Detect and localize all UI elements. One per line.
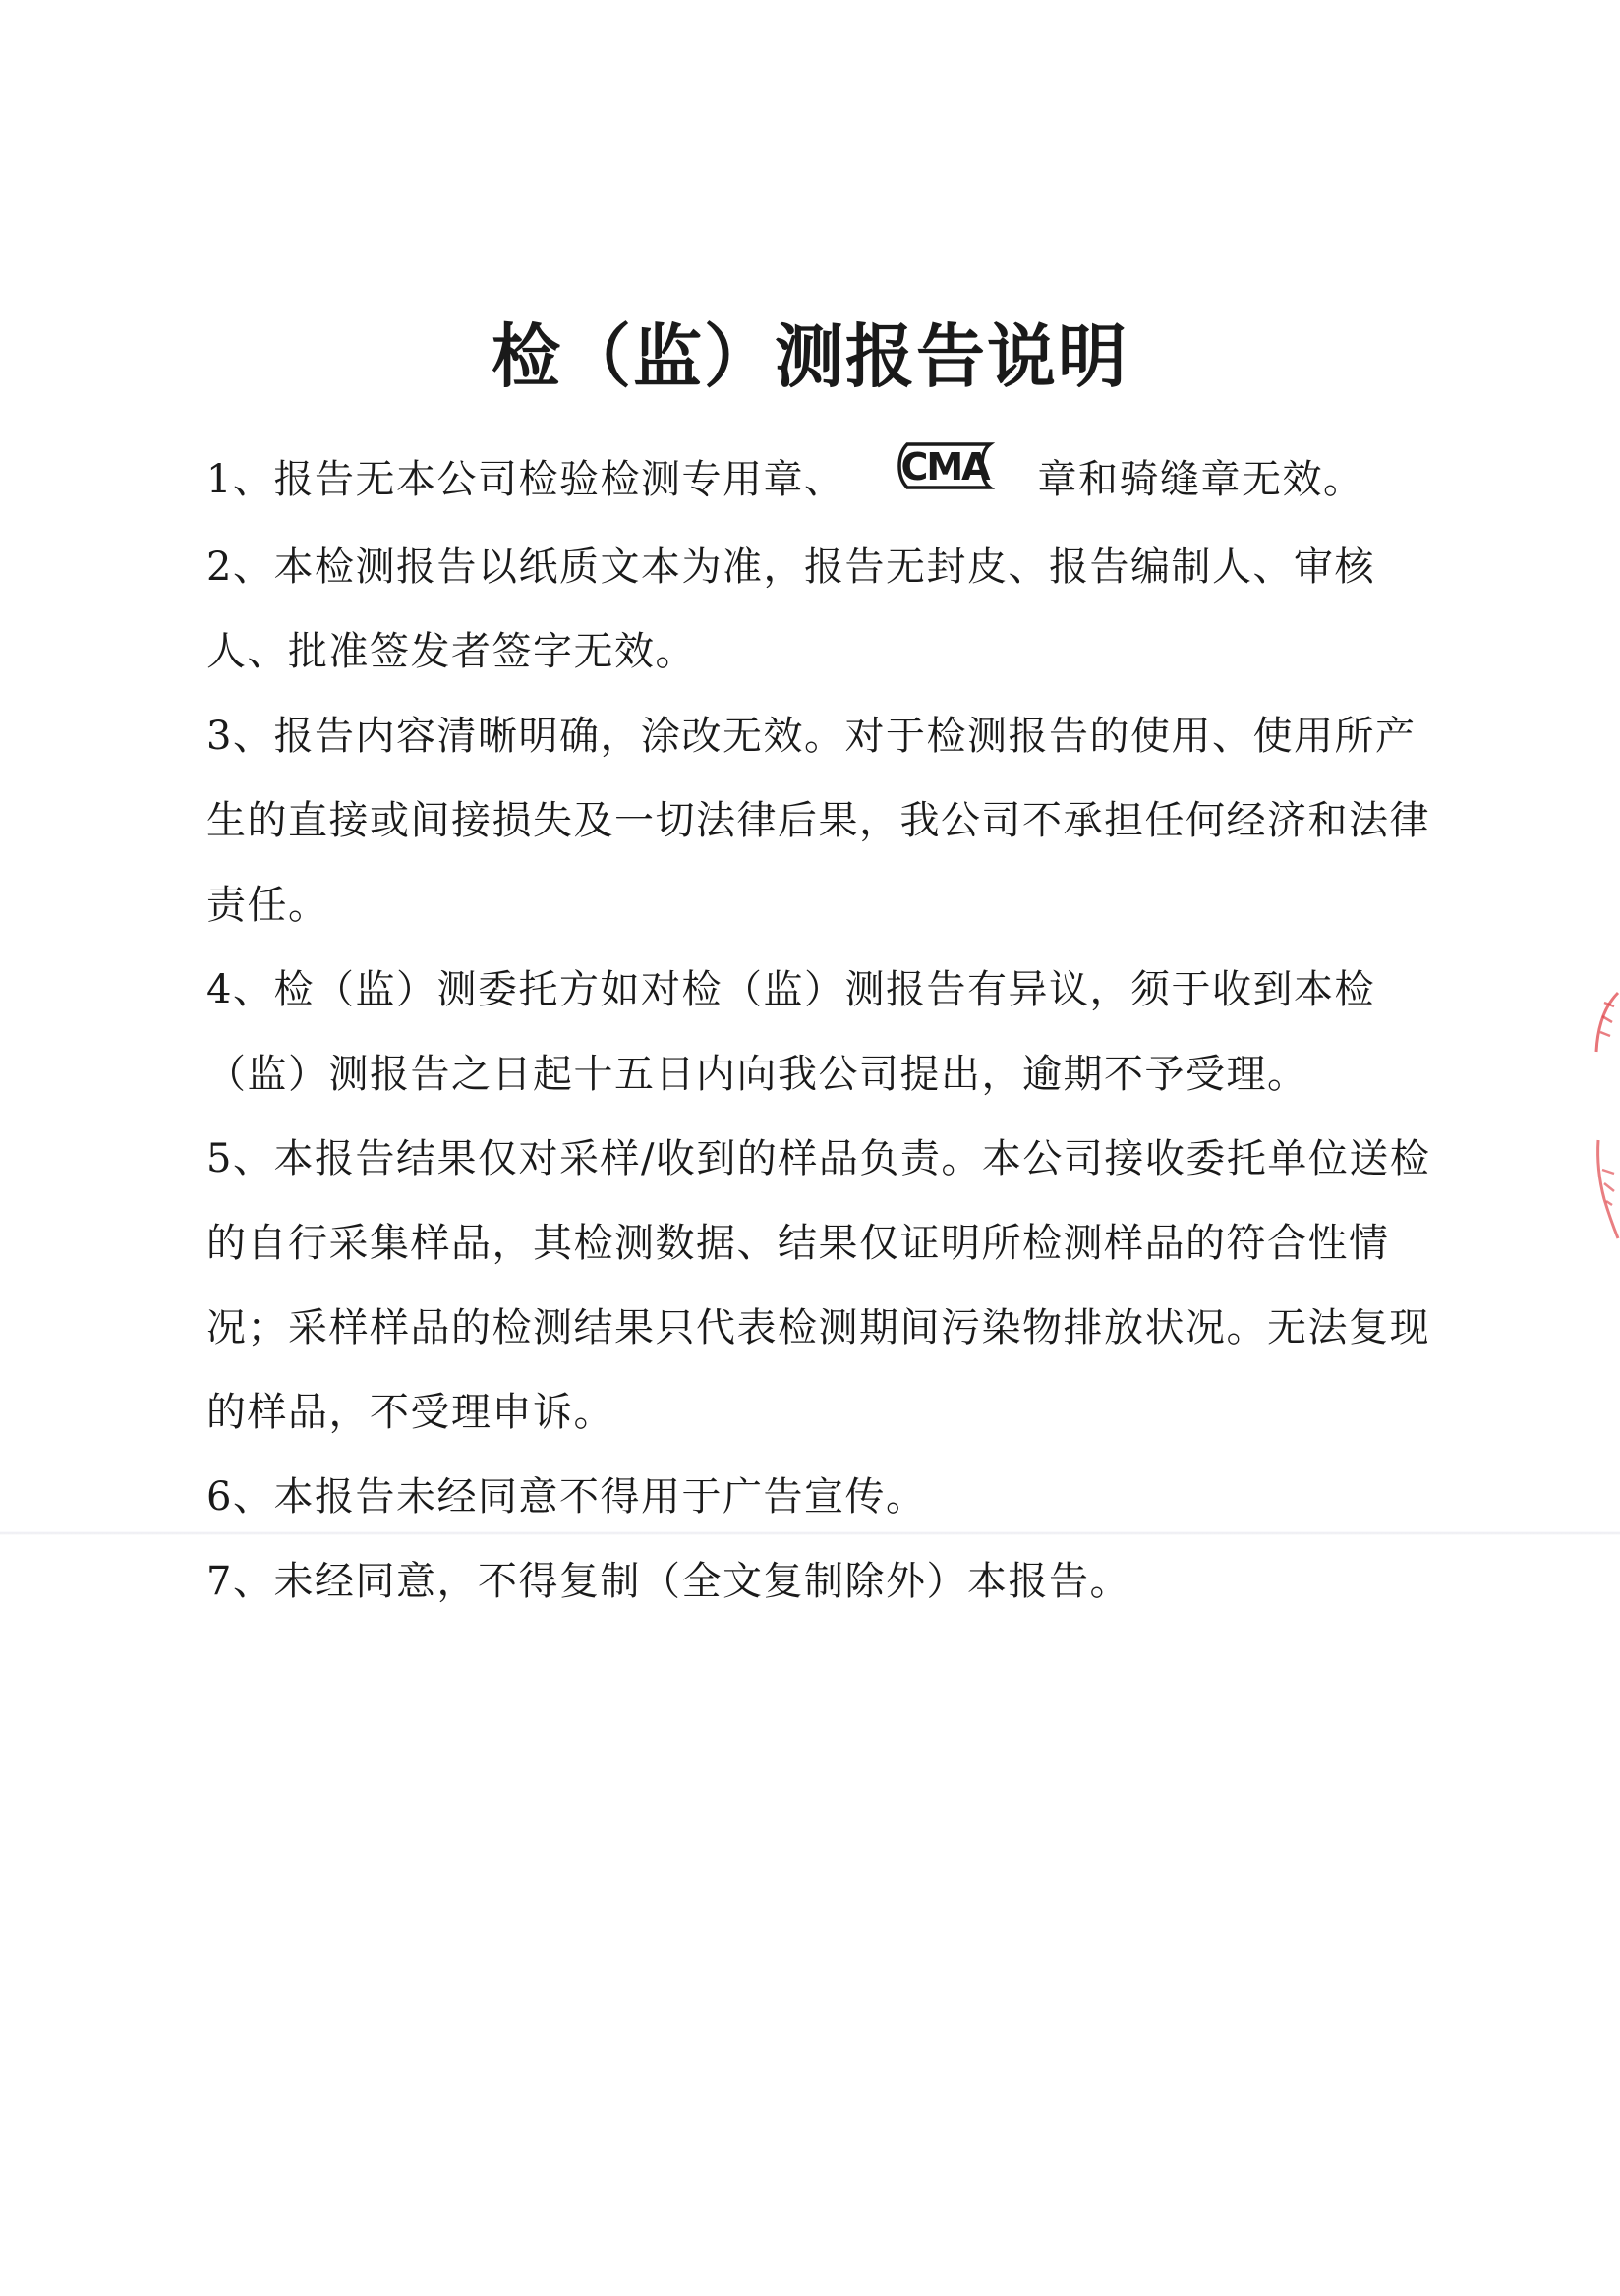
clause-2: 2、本检测报告以纸质文本为准，报告无封皮、报告编制人、审核人、批准签发者签字无效。 (206, 545, 1375, 674)
cma-stamp-text: CMA (900, 445, 990, 488)
clause-6: 6、本报告未经同意不得用于广告宣传。 (206, 1474, 927, 1520)
clause-5: 5、本报告结果仅对采样/收到的样品负责。本公司接收委托单位送检的自行采集样品，其检测数据、结果仅证明所检测样品的符合性情况；采样样品的检测结果只代表检测期间污染物排放状况。无法复现的样品，不受理申诉。 (206, 1136, 1431, 1435)
cma-stamp-icon (894, 436, 996, 521)
clause-7: 7、未经同意，不得复制（全文复制除外）本报告。 (206, 1559, 1130, 1604)
page-title: 检（监）测报告说明 (492, 316, 1128, 397)
clause-3: 3、报告内容清晰明确，涂改无效。对于检测报告的使用、使用所产生的直接或间接损失及一切法律后果，我公司不承担任何经济和法律责任。 (206, 714, 1430, 928)
clause-4: 4、检（监）测委托方如对检（监）测报告有异议，须于收到本检（监）测报告之日起十五日内向我公司提出，逾期不予受理。 (206, 967, 1375, 1097)
seal-fragment-icon (1585, 973, 1620, 1268)
clause-1-text-before: 1、报告无本公司检验检测专用章、 (206, 457, 845, 502)
clause-1-text-after: 章和骑缝章无效。 (1037, 457, 1364, 502)
scan-artifact-line (0, 1531, 1620, 1535)
document-body (206, 437, 1435, 1624)
clause-1 (206, 437, 1435, 525)
